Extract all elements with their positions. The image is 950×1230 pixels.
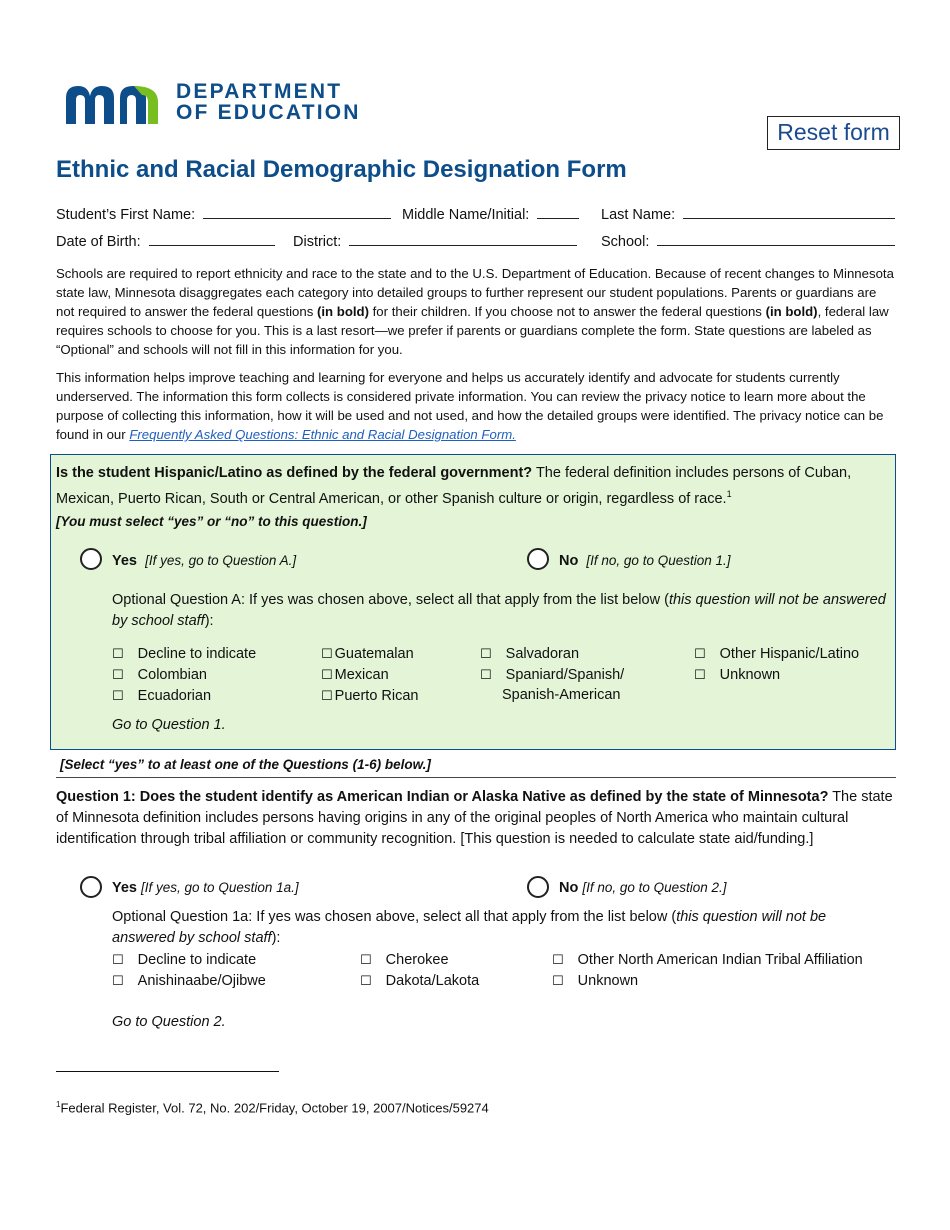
option-label: Other North American Indian Tribal Affiliation [577,952,863,968]
reset-form-button[interactable]: Reset form [767,116,900,150]
option-mexican[interactable] [321,664,389,686]
checkbox-icon[interactable]: ☐ [321,667,333,682]
footnote-ref: 1 [726,489,732,499]
district-field[interactable] [349,231,577,246]
hispanic-no-hint: [If no, go to Question 1.] [586,553,731,568]
checkbox-icon[interactable]: ☐ [321,646,333,661]
q1-option-cherokee[interactable] [360,949,449,971]
hispanic-yes-text: Yes [112,553,137,569]
q1-yes-text: Yes [112,880,137,896]
optional-a-italic: this question will not be answered by school staff [112,592,886,629]
dob-field[interactable] [149,231,275,246]
q1-yes-hint: [If yes, go to Question 1a.] [141,880,299,895]
checkbox-icon[interactable]: ☐ [112,688,124,703]
option-label: Cherokee [385,952,449,968]
checkbox-icon[interactable]: ☐ [552,952,564,967]
q1-option-other-tribal[interactable] [552,949,863,971]
page-title: Ethnic and Racial Demographic Designation Form [56,156,627,183]
footnote-rule [56,1071,279,1072]
checkbox-icon[interactable]: ☐ [480,646,492,661]
intro-text-2: This information helps improve teaching and learning for everyone and helps us accurately identify and advocate for students currently underserved. The information this form collects is considered private information. You can review the privacy notice to learn more about the purpose of collecting this information, how it will be used and not used, and how the detailed groups were identified. The privacy notice can be found in our [56,370,884,442]
intro-text-c: , federal law requires schools to choose for you. This is a last resort—we prefer if parents or guardians complete the form. State questions are labeled as “Optional” and schools will not fill in this information for you. [56,304,889,357]
option-label: Colombian [137,667,207,683]
optional-1a-italic: this question will not be answered by school staff [112,909,827,946]
optional-question-a [112,590,892,632]
intro-bold-2: (in bold) [765,304,818,319]
q1-yes-radio[interactable] [80,876,102,898]
must-select-note: [You must select “yes” or “no” to this question.] [56,514,367,529]
option-label: Ecuadorian [137,688,212,704]
checkbox-icon[interactable]: ☐ [321,688,333,703]
school-field[interactable] [657,231,895,246]
q1-option-unknown[interactable] [552,970,638,992]
middle-name-row [402,204,579,223]
option-label: Puerto Rican [334,688,419,704]
option-unknown-hispanic[interactable] [694,664,780,686]
school-label: School: [601,234,650,250]
optional-a-end: ): [204,613,214,629]
intro-paragraph-1 [56,264,896,359]
option-spaniard-cont: Spanish-American [502,687,621,703]
logo-line-1: DEPARTMENT [176,80,343,103]
last-name-row [601,204,895,223]
hispanic-yes-radio[interactable] [80,548,102,570]
middle-name-field[interactable] [537,204,579,219]
option-guatemalan[interactable] [321,643,414,665]
optional-a-text: Optional Question A: If yes was chosen above, select all that apply from the list below ( [112,592,669,608]
intro-text-b: for their children. If you choose not to answer the federal questions [368,304,766,319]
optional-1a-text: Optional Question 1a: If yes was chosen above, select all that apply from the list below ( [112,909,677,925]
checkbox-icon[interactable]: ☐ [694,646,706,661]
option-spaniard[interactable] [480,664,624,686]
checkbox-icon[interactable]: ☐ [112,952,124,967]
faq-link[interactable]: Frequently Asked Questions: Ethnic and Racial Designation Form. [129,427,516,442]
option-label: Anishinaabe/Ojibwe [137,973,266,989]
dob-row [56,231,275,250]
q1-rest: The state of Minnesota definition includes persons having origins in any of the original peoples of North America who maintain cultural identification through tribal affiliation or community recognition. [This question is needed to calculate state aid/funding.] [56,789,893,847]
logo-wordmark [176,81,361,123]
checkbox-icon[interactable]: ☐ [112,646,124,661]
q1-yes-label [112,877,299,899]
intro-text-a: Schools are required to report ethnicity and race to the state and to the U.S. Department of Education. Because of recent changes to Minnesota state law, Minnesota disaggregates each category into detailed groups to further represent our student populations. Parents or guardians are not required to answer the federal questions [56,266,894,319]
last-name-label: Last Name: [601,207,676,223]
checkbox-icon[interactable]: ☐ [480,667,492,682]
hispanic-yes-hint: [If yes, go to Question A.] [145,553,297,568]
option-label: Unknown [577,973,639,989]
last-name-field[interactable] [683,204,895,219]
intro-bold-1: (in bold) [316,304,369,319]
goto-question-2: Go to Question 2. [112,1014,226,1030]
hispanic-yes-label [112,550,296,572]
q1-no-hint: [If no, go to Question 2.] [582,880,727,895]
district-label: District: [293,234,342,250]
dob-label: Date of Birth: [56,234,141,250]
option-label: Salvadoran [505,646,580,662]
checkbox-icon[interactable]: ☐ [112,973,124,988]
q1-option-anishinaabe[interactable] [112,970,266,992]
q1-bold: Question 1: Does the student identify as American Indian or Alaska Native as defined by the state of Minnesota? [56,789,829,805]
question-1 [56,787,896,850]
option-label: Decline to indicate [137,952,257,968]
hispanic-no-radio[interactable] [527,548,549,570]
first-name-field[interactable] [203,204,391,219]
hispanic-question-rest: The federal definition includes persons of Cuban, Mexican, Puerto Rican, South or Central American, or other Spanish culture or origin, regardless of race. [56,465,852,507]
option-other-hispanic[interactable] [694,643,859,665]
hispanic-question [56,463,894,510]
footnote-mark: 1 [56,1100,61,1109]
select-yes-note: [Select “yes” to at least one of the Questions (1-6) below.] [60,757,431,772]
hispanic-no-label [559,550,731,572]
option-salvadoran[interactable] [480,643,579,665]
option-label: Other Hispanic/Latino [719,646,860,662]
option-label: Decline to indicate [137,646,257,662]
footnote [56,1100,489,1115]
hispanic-question-bold: Is the student Hispanic/Latino as defined by the federal government? [56,465,533,481]
checkbox-icon[interactable]: ☐ [112,667,124,682]
logo-line-2: OF EDUCATION [176,101,361,124]
first-name-label: Student’s First Name: [56,207,196,223]
option-label: Guatemalan [334,646,414,662]
district-row [293,231,577,250]
intro-paragraph-2 [56,368,896,444]
option-label: Dakota/Lakota [385,973,480,989]
hispanic-no-text: No [559,553,579,569]
option-puerto-rican[interactable] [321,685,418,707]
first-name-row [56,204,391,223]
q1-no-label [559,877,726,899]
middle-name-label: Middle Name/Initial: [402,207,530,223]
q1-option-dakota[interactable] [360,970,479,992]
optional-question-1a [112,907,892,949]
checkbox-icon[interactable]: ☐ [552,973,564,988]
option-ecuadorian[interactable] [112,685,211,707]
optional-1a-end: ): [271,930,281,946]
q1-no-text: No [559,880,579,896]
footnote-text: Federal Register, Vol. 72, No. 202/Friday, October 19, 2007/Notices/59274 [60,1100,489,1116]
option-label: Unknown [719,667,781,683]
checkbox-icon[interactable]: ☐ [360,952,372,967]
option-label: Mexican [334,667,389,683]
option-decline[interactable] [112,643,256,665]
option-label: Spaniard/Spanish/ [505,667,625,683]
section-divider [56,777,896,778]
q1-option-decline[interactable] [112,949,256,971]
school-row [601,231,895,250]
checkbox-icon[interactable]: ☐ [360,973,372,988]
goto-question-1: Go to Question 1. [112,717,226,733]
q1-no-radio[interactable] [527,876,549,898]
checkbox-icon[interactable]: ☐ [694,667,706,682]
option-colombian[interactable] [112,664,207,686]
